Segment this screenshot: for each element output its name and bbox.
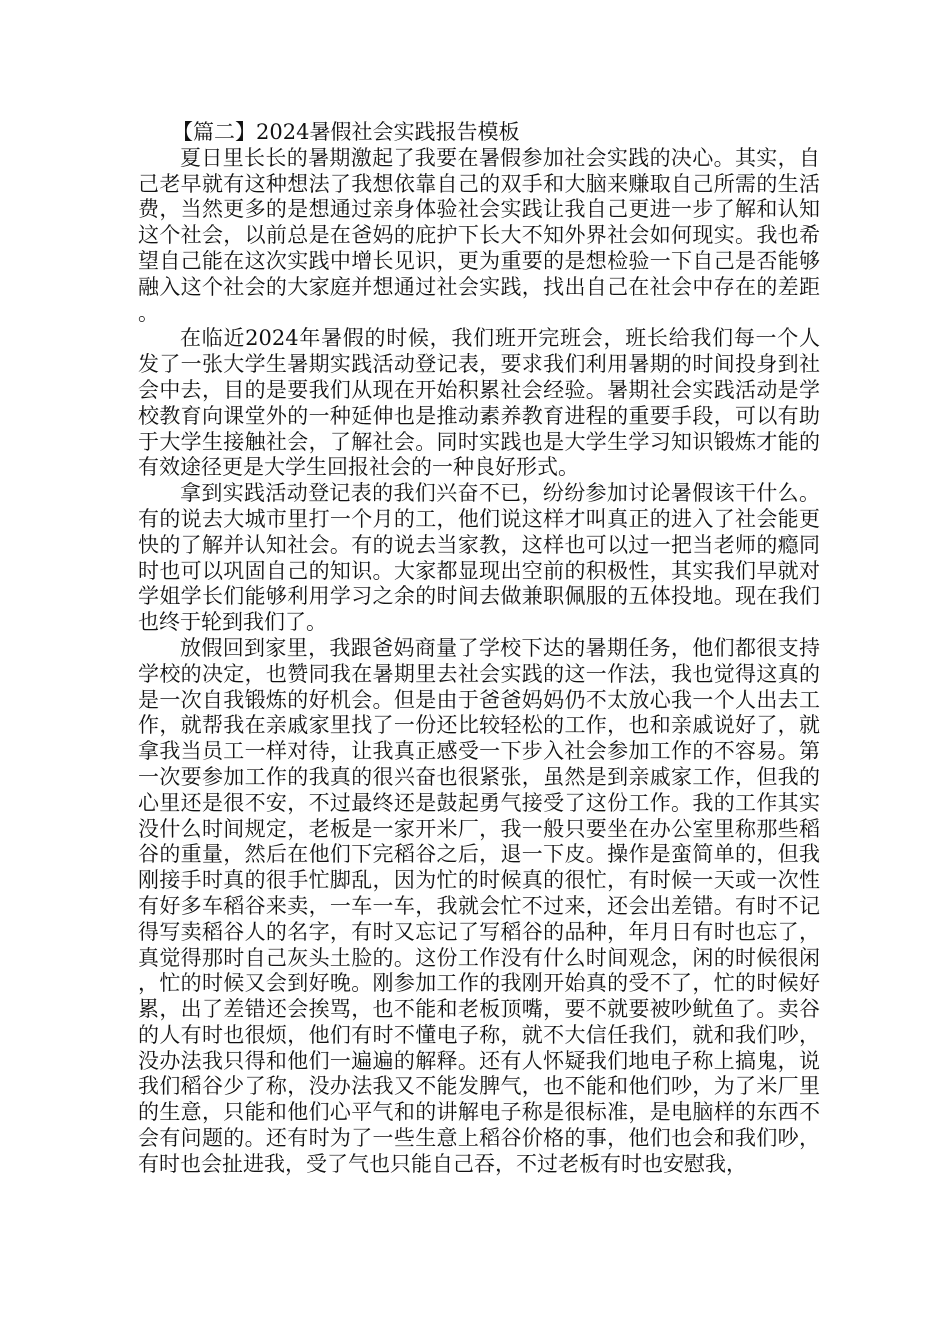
paragraph-2: 在临近2024年暑假的时候，我们班开完班会，班长给我们每一个人发了一张大学生暑期实践活动登记表，要求我们利用暑期的时间投身到社会中去，目的是要我们从现在开始积累社会经验。暑期社会实践活动是学校教育向课堂外的一种延伸也是推动素养教育进程的重要手段，可以有助于大学生接触社会，了解社会。同时实践也是大学生学习知识锻炼才能的有效途径更是大学生回报社会的一种良好形式。 [138, 326, 820, 480]
document-body [138, 120, 820, 1178]
paragraph-4: 放假回到家里，我跟爸妈商量了学校下达的暑期任务，他们都很支持学校的决定，也赞同我在暑期里去社会实践的这一作法，我也觉得这真的是一次自我锻炼的好机会。但是由于爸爸妈妈仍不太放心我一个人出去工作，就帮我在亲戚家里找了一份还比较轻松的工作，也和亲戚说好了，就拿我当员工一样对待，让我真正感受一下步入社会参加工作的不容易。第一次要参加工作的我真的很兴奋也很紧张，虽然是到亲戚家工作，但我的心里还是很不安，不过最终还是鼓起勇气接受了这份工作。我的工作其实没什么时间规定，老板是一家开米厂，我一般只要坐在办公室里称那些稻谷的重量，然后在他们下完稻谷之后，退一下皮。操作是蛮简单的，但我刚接手时真的很手忙脚乱，因为忙的时候真的很忙，有时候一天或一次性有好多车稻谷来卖，一车一车，我就会忙不过来，还会出差错。有时不记得写卖稻谷人的名字，有时又忘记了写稻谷的品种，年月日有时也忘了，真觉得那时自己灰头土脸的。这份工作没有什么时间观念，闲的时候很闲，忙的时候又会到好晚。刚参加工作的我刚开始真的受不了，忙的时候好累，出了差错还会挨骂，也不能和老板顶嘴，要不就要被吵鱿鱼了。卖谷的人有时也很烦，他们有时不懂电子称，就不大信任我们，就和我们吵，没办法我只得和他们一遍遍的解释。还有人怀疑我们地电子称上搞鬼，说我们稻谷少了称，没办法我又不能发脾气，也不能和他们吵，为了米厂里的生意，只能和他们心平气和的讲解电子称是很标准，是电脑样的东西不会有问题的。还有时为了一些生意上稻谷价格的事，他们也会和我们吵，有时也会扯进我，受了气也只能自己吞，不过老板有时也安慰我， [138, 635, 820, 1176]
paragraph-3: 拿到实践活动登记表的我们兴奋不已，纷纷参加讨论暑假该干什么。有的说去大城市里打一个月的工，他们说这样才叫真正的进入了社会能更快的了解并认知社会。有的说去当家教，这样也可以过一把当老师的瘾同时也可以巩固自己的知识。大家都显现出空前的积极性，其实我们早就对学姐学长们能够利用学习之余的时间去做兼职佩服的五体投地。现在我们也终于轮到我们了。 [138, 481, 820, 635]
paragraph-1: 夏日里长长的暑期激起了我要在暑假参加社会实践的决心。其实，自己老早就有这种想法了我想依靠自己的双手和大脑来赚取自己所需的生活费，当然更多的是想通过亲身体验社会实践让我自己更进一步了解和认知这个社会，以前总是在爸妈的庇护下长大不知外界社会如何现实。我也希望自己能在这次实践中增长见识，更为重要的是想检验一下自己是否能够融入这个社会的大家庭并想通过社会实践，找出自己在社会中存在的差距。 [138, 145, 820, 325]
document-title: 【篇二】2024暑假社会实践报告模板 [172, 120, 520, 144]
